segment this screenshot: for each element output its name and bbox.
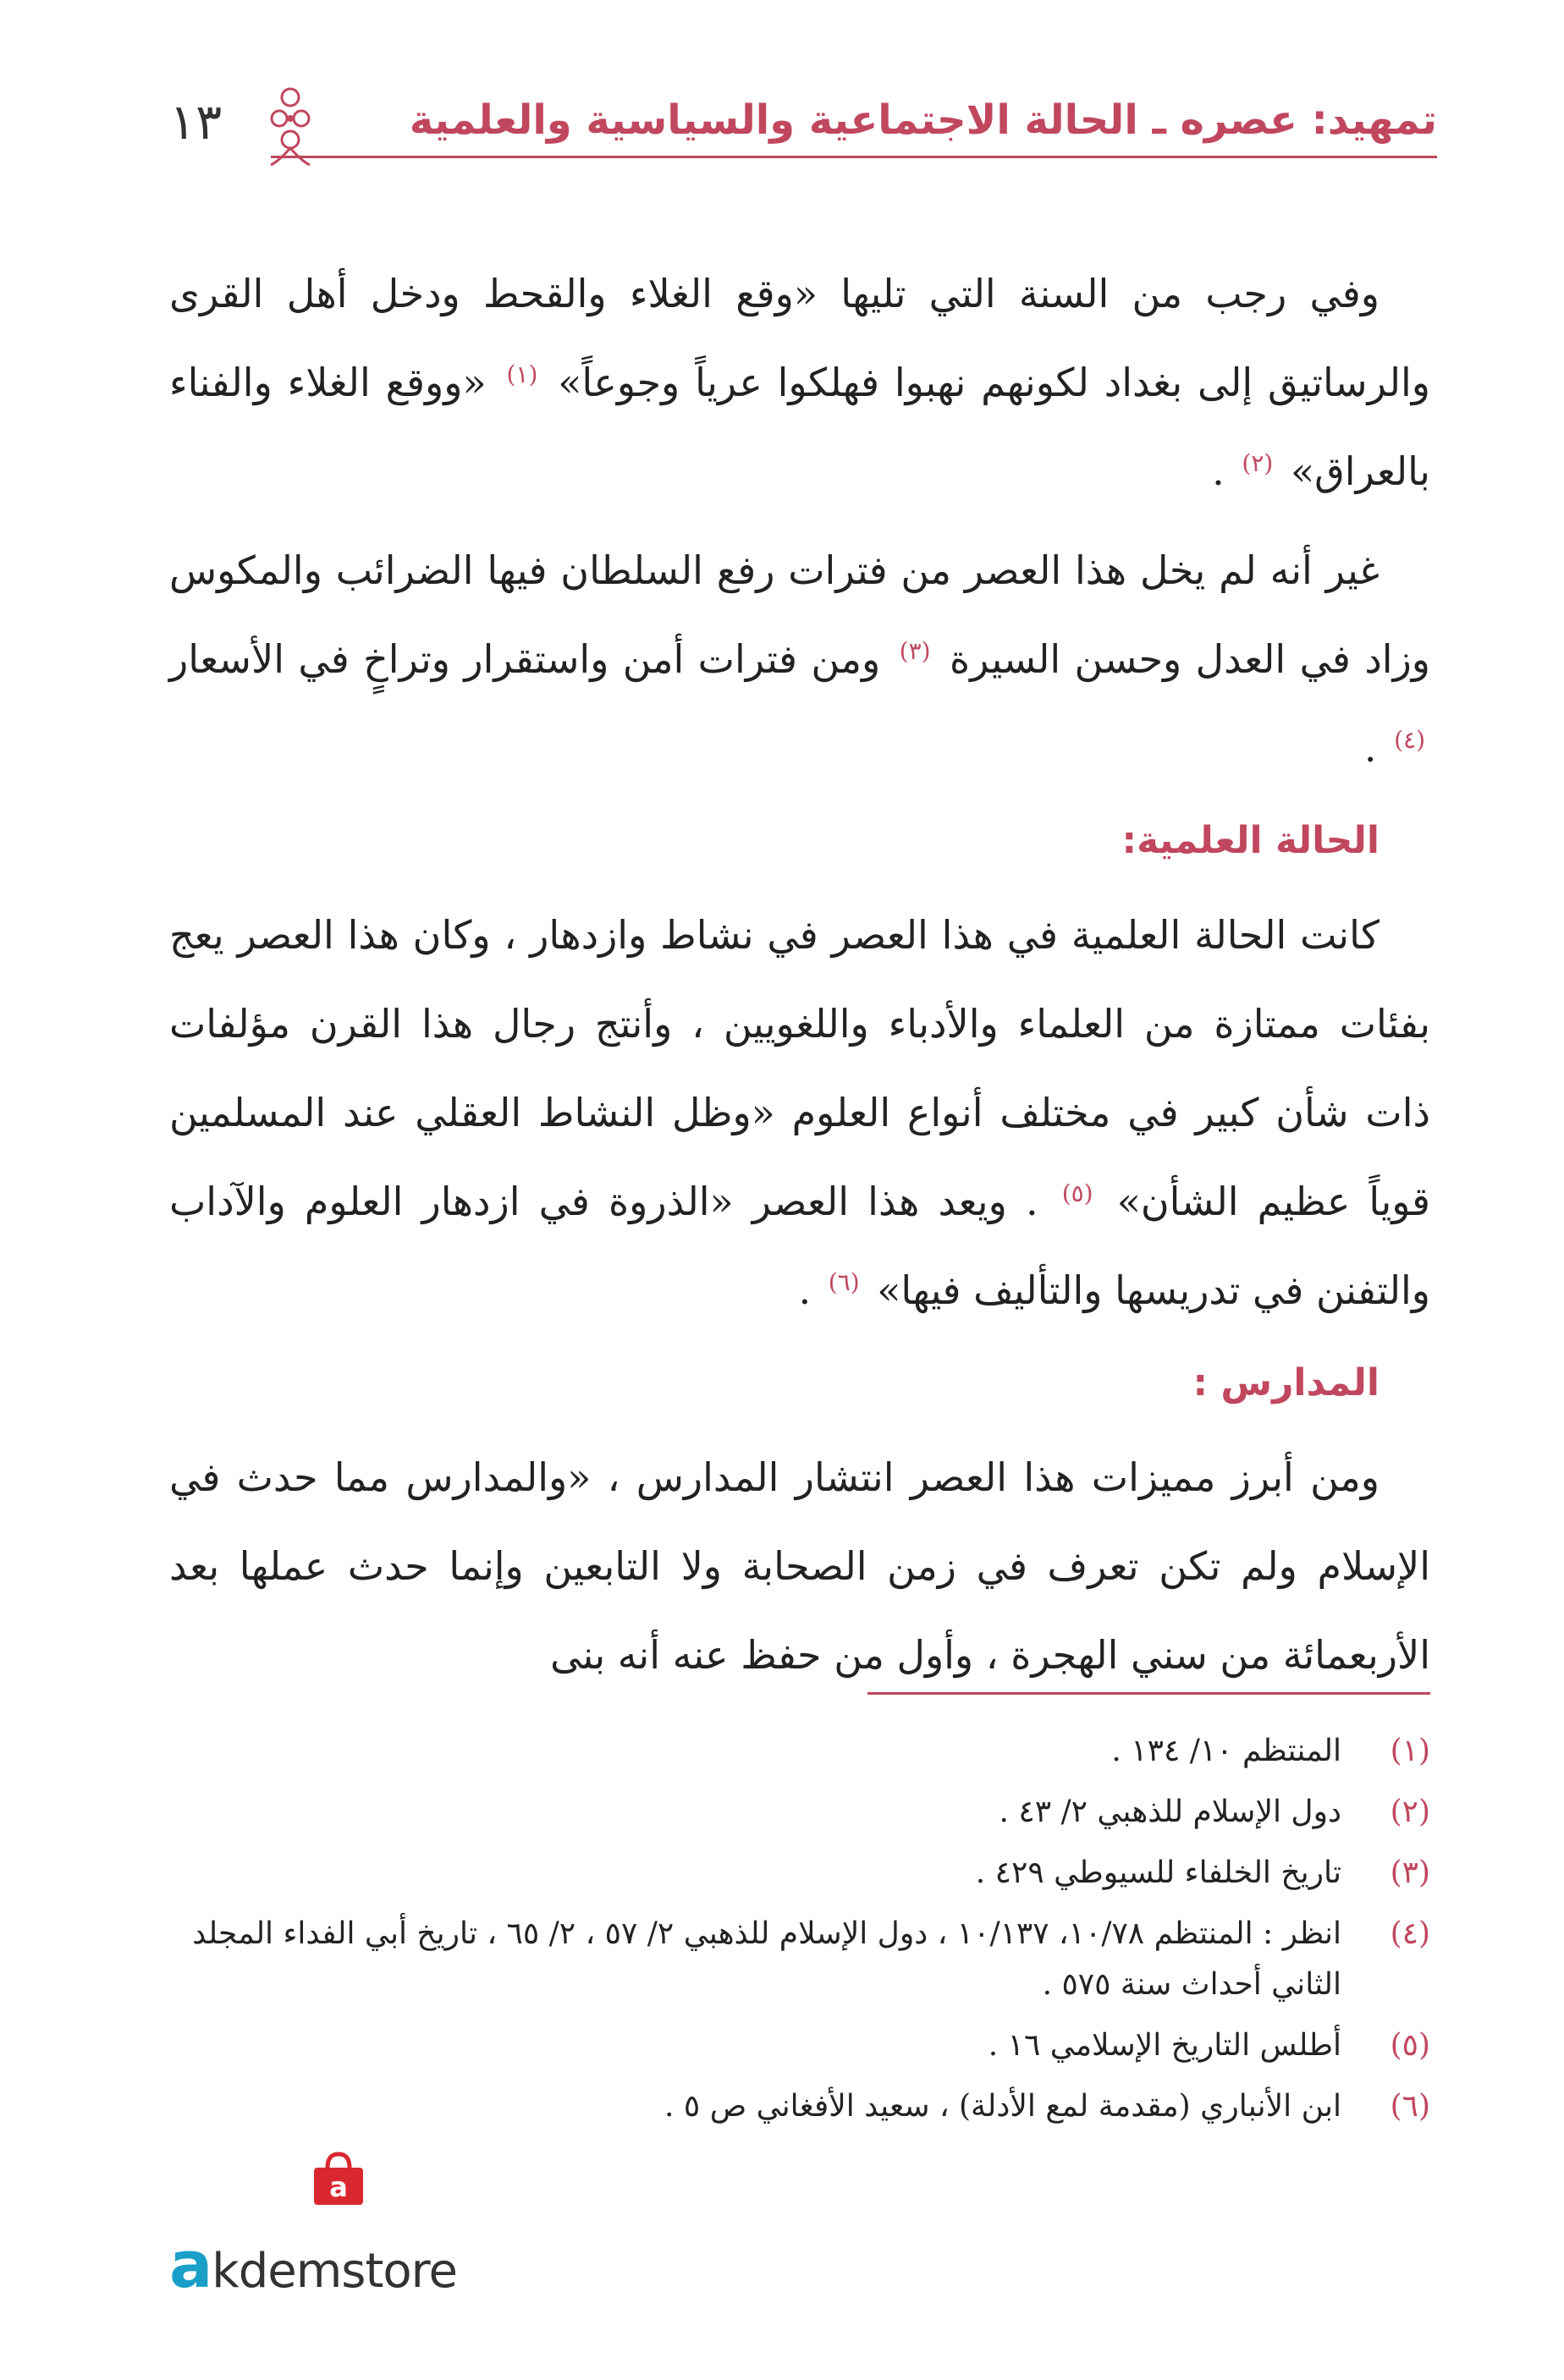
paragraph-text: ومن فترات أمن واستقرار وتراخٍ في الأسعار	[169, 636, 881, 682]
paragraph-text: «ووقع الغلاء والفناء بالعراق»	[169, 360, 1430, 494]
footnote-text: انظر : المنتظم ١٠/٧٨، ١٠/١٣٧ ، دول الإسلام للذهبي ٢/ ٥٧ ، ٢/ ٦٥ ، تاريخ أبي الفداء المجلد الثاني أحداث سنة ٥٧٥ .	[192, 1916, 1341, 2002]
paragraph-text: .	[1212, 448, 1225, 494]
page-header	[169, 68, 1437, 161]
footnote-number: (١)	[1390, 1734, 1430, 1768]
paragraph-text: ومن أبرز مميزات هذا العصر انتشار المدارس ، «والمدارس مما حدث في الإسلام ولم تكن تعرف في زمن الصحابة ولا التابعين وإنما حدث عملها بعد الأربعمائة من سني الهجرة ، وأول من حفظ عنه أنه بنى	[169, 1454, 1430, 1678]
footnote	[169, 2081, 1430, 2132]
section-heading-schools: المدارس :	[1192, 1361, 1380, 1404]
footnote-ref[interactable]: (٣)	[899, 636, 931, 665]
footnotes	[169, 1726, 1430, 2142]
footnote-text: المنتظم ١٠/ ١٣٤ .	[1111, 1734, 1341, 1768]
paragraph	[169, 891, 1430, 1335]
floral-ornament-icon	[262, 80, 318, 173]
footnote-ref[interactable]: (٦)	[828, 1267, 860, 1296]
footnote	[169, 2020, 1430, 2071]
running-title: تمهيد: عصره ـ الحالة الاجتماعية والسياسية والعلمية	[409, 96, 1437, 144]
gift-bag-icon	[309, 2149, 368, 2208]
paragraph-text: .	[798, 1267, 812, 1313]
header-divider	[271, 156, 1437, 158]
logo-wordmark	[169, 2227, 457, 2302]
footnote-number: (٥)	[1390, 2028, 1430, 2063]
footnote	[169, 1909, 1430, 2010]
footnote-text: أطلس التاريخ الإسلامي ١٦ .	[988, 2028, 1341, 2063]
akdemstore-logo	[169, 2149, 508, 2301]
section-heading-scientific: الحالة العلمية:	[1121, 819, 1380, 862]
footnote-text: تاريخ الخلفاء للسيوطي ٤٢٩ .	[975, 1855, 1341, 1890]
paragraph	[169, 1433, 1430, 1700]
paragraph-text: . ويعد هذا العصر «الذروة في ازدهار العلوم والآداب والتفنن في تدريسها والتأليف فيها»	[169, 1179, 1430, 1313]
footnote-text: دول الإسلام للذهبي ٢/ ٤٣ .	[999, 1795, 1341, 1829]
logo-mark-letter: a	[329, 2171, 348, 2203]
footnote	[169, 1787, 1430, 1838]
footnote	[169, 1726, 1430, 1777]
footnote-number: (٣)	[1390, 1855, 1430, 1890]
footnote-number: (٤)	[1390, 1916, 1430, 1951]
footnote-ref[interactable]: (٤)	[1394, 725, 1425, 754]
paragraph-text: .	[1363, 725, 1377, 771]
footnote-text: ابن الأنباري (مقدمة لمع الأدلة) ، سعيد الأفغاني ص ٥ .	[664, 2089, 1341, 2124]
main-text	[169, 250, 1430, 1710]
page-number: ١٣	[169, 93, 223, 151]
logo-wordmark-a: a	[169, 2227, 212, 2302]
footnote-divider	[867, 1692, 1430, 1695]
footnote-ref[interactable]: (٢)	[1242, 448, 1274, 477]
footnote-number: (٦)	[1390, 2089, 1430, 2124]
logo-wordmark-rest: kdemstore	[212, 2244, 457, 2299]
footnote-ref[interactable]: (٥)	[1061, 1179, 1093, 1207]
paragraph-text: كانت الحالة العلمية في هذا العصر في نشاط وازدهار ، وكان هذا العصر يعج بفئات ممتازة من العلماء والأدباء واللغويين ، وأنتج رجال هذا القرن مؤلفات ذات شأن كبير في مختلف أنواع العلوم «وظل النشاط العقلي عند المسلمين قوياً عظيم الشأن»	[169, 912, 1430, 1224]
paragraph	[169, 526, 1430, 793]
paragraph-text: وفي رجب من السنة التي تليها «وقع الغلاء والقحط ودخل أهل القرى والرساتيق إلى بغداد لكونهم نهبوا فهلكوا عرياً وجوعاً»	[169, 271, 1430, 405]
footnote	[169, 1848, 1430, 1899]
footnote-number: (٢)	[1390, 1795, 1430, 1829]
footnote-ref[interactable]: (١)	[506, 360, 538, 388]
paragraph	[169, 250, 1430, 516]
paragraph-text: غير أنه لم يخل هذا العصر من فترات رفع السلطان فيها الضرائب والمكوس وزاد في العدل وحسن السيرة	[169, 547, 1431, 682]
